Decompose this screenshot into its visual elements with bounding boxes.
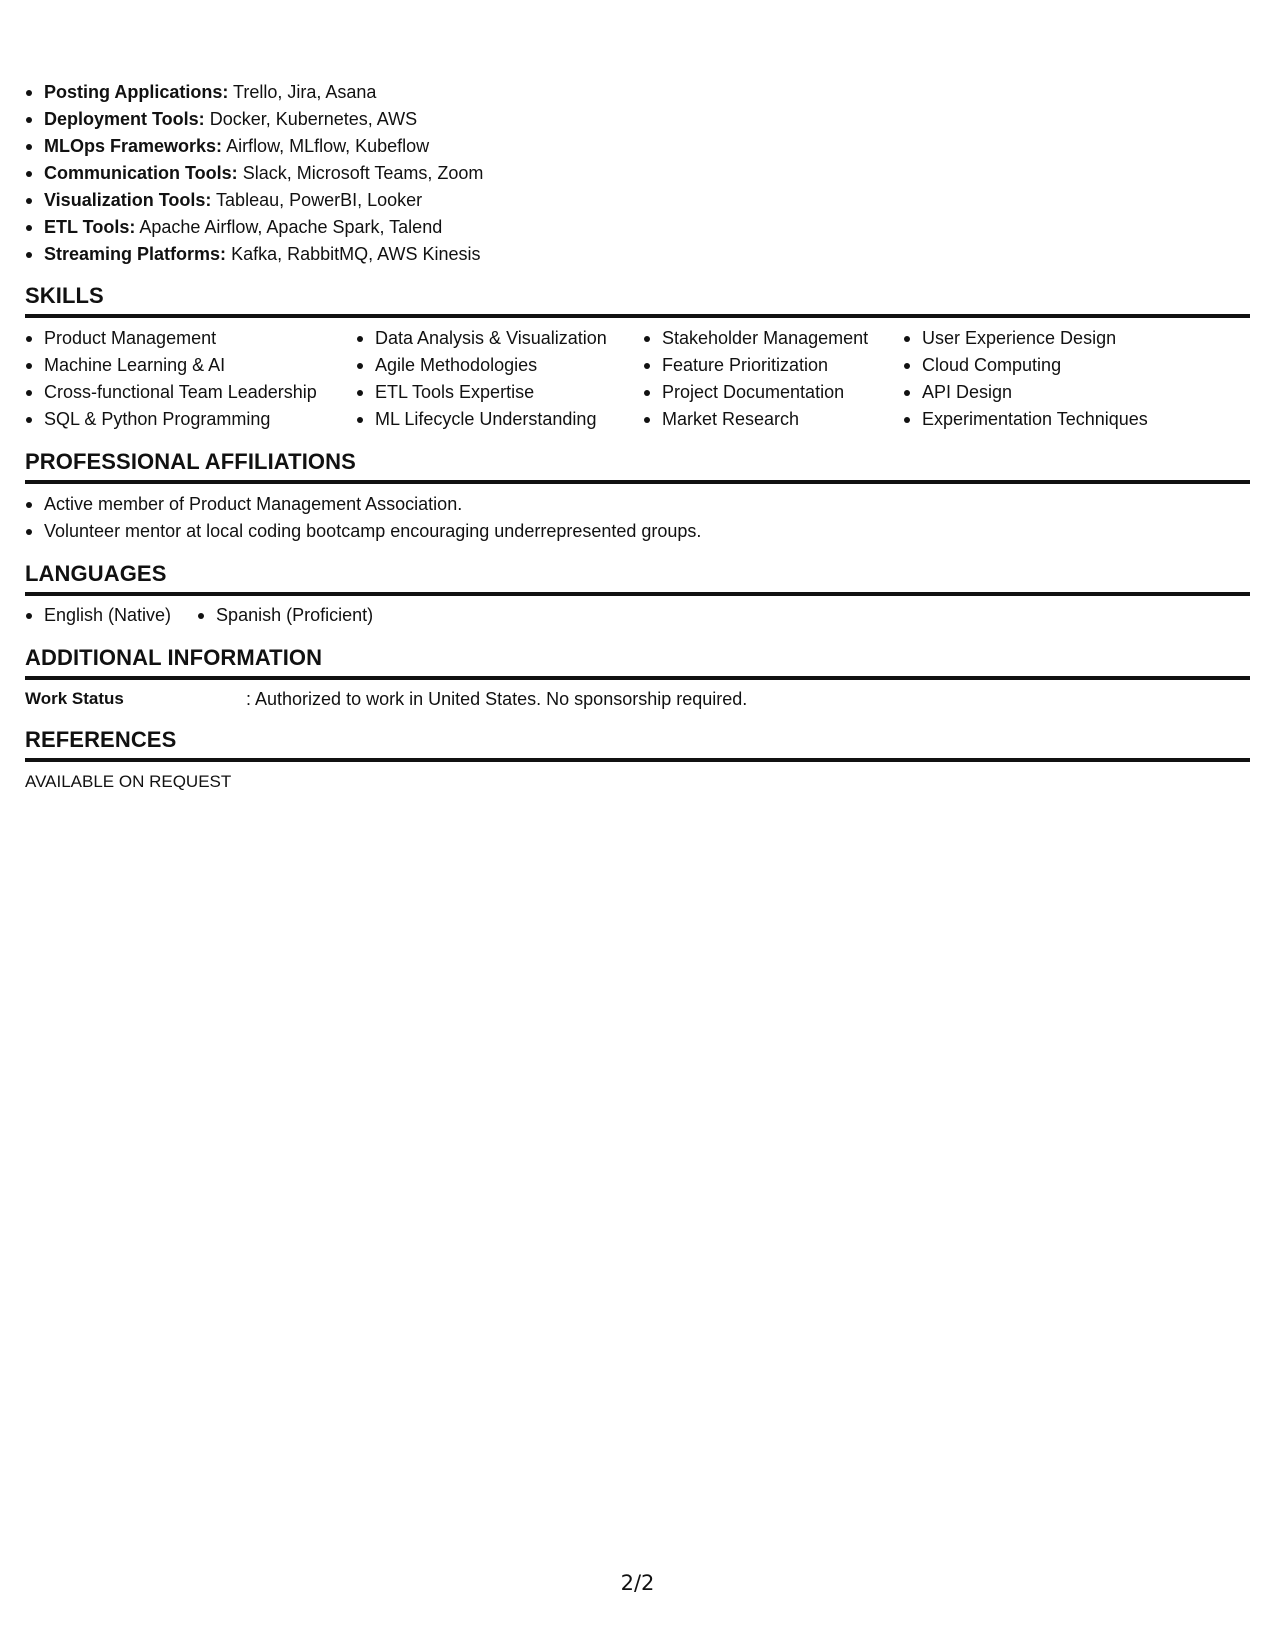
skills-column	[356, 325, 607, 433]
tool-item: Streaming Platforms: Kafka, RabbitMQ, AWS Kinesis	[25, 241, 483, 268]
skills-heading: SKILLS	[25, 283, 104, 308]
affiliation-item: Volunteer mentor at local coding bootcamp encouraging underrepresented groups.	[25, 518, 701, 545]
skill-item: User Experience Design	[903, 325, 1148, 352]
skill-item: API Design	[903, 379, 1148, 406]
work-status-value: : Authorized to work in United States. No sponsorship required.	[246, 689, 748, 709]
skills-divider	[25, 314, 1250, 318]
affiliations-heading: PROFESSIONAL AFFILIATIONS	[25, 449, 356, 474]
languages-heading: LANGUAGES	[25, 561, 167, 586]
skill-item: Feature Prioritization	[643, 352, 868, 379]
language-item: Spanish (Proficient)	[197, 602, 373, 629]
affiliation-item: Active member of Product Management Association.	[25, 491, 701, 518]
skills-grid	[25, 325, 1250, 437]
languages-list	[25, 602, 399, 629]
affiliations-list	[25, 491, 701, 545]
skill-item: SQL & Python Programming	[25, 406, 317, 433]
languages-divider	[25, 592, 1250, 596]
tool-item: MLOps Frameworks: Airflow, MLflow, Kubeflow	[25, 133, 483, 160]
affiliations-divider	[25, 480, 1250, 484]
skill-item: Experimentation Techniques	[903, 406, 1148, 433]
skill-item: Market Research	[643, 406, 868, 433]
skill-item: Data Analysis & Visualization	[356, 325, 607, 352]
skills-column	[25, 325, 317, 433]
language-item: English (Native)	[25, 602, 171, 629]
skill-item: Agile Methodologies	[356, 352, 607, 379]
skill-item: ETL Tools Expertise	[356, 379, 607, 406]
tool-item: Communication Tools: Slack, Microsoft Teams, Zoom	[25, 160, 483, 187]
tool-item: Deployment Tools: Docker, Kubernetes, AWS	[25, 106, 483, 133]
work-status-label: Work Status	[25, 689, 124, 708]
skill-item: ML Lifecycle Understanding	[356, 406, 607, 433]
skill-item: Project Documentation	[643, 379, 868, 406]
skill-item: Machine Learning & AI	[25, 352, 317, 379]
skill-item: Product Management	[25, 325, 317, 352]
tool-item: ETL Tools: Apache Airflow, Apache Spark, Talend	[25, 214, 483, 241]
skills-column	[643, 325, 868, 433]
tool-item: Posting Applications: Trello, Jira, Asana	[25, 79, 483, 106]
additional-info-heading: ADDITIONAL INFORMATION	[25, 645, 323, 670]
skill-item: Cross-functional Team Leadership	[25, 379, 317, 406]
page-number: 2/2	[620, 1571, 655, 1595]
tools-list	[25, 79, 483, 268]
references-heading: REFERENCES	[25, 727, 177, 752]
references-text: AVAILABLE ON REQUEST	[25, 772, 232, 791]
additional-info-divider	[25, 676, 1250, 680]
skills-column	[903, 325, 1148, 433]
references-divider	[25, 758, 1250, 762]
skill-item: Cloud Computing	[903, 352, 1148, 379]
tool-item: Visualization Tools: Tableau, PowerBI, Looker	[25, 187, 483, 214]
skill-item: Stakeholder Management	[643, 325, 868, 352]
